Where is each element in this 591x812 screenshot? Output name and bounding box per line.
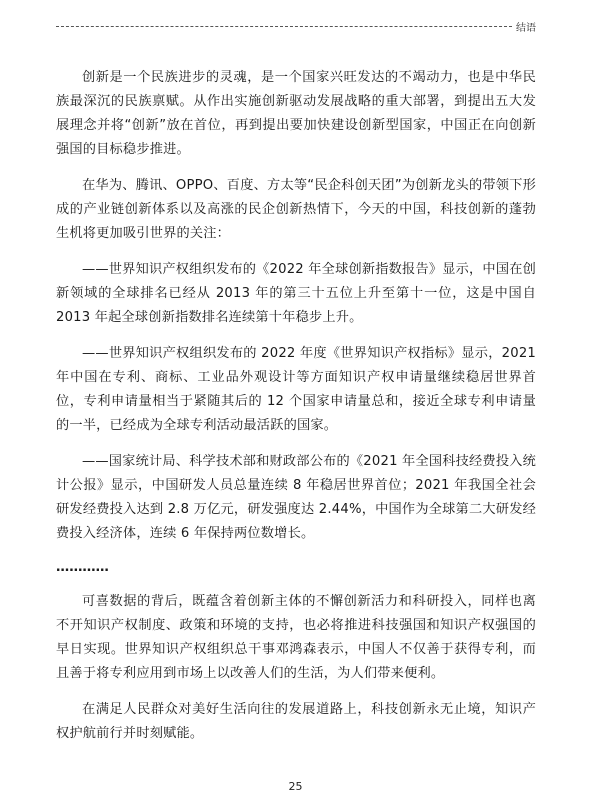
paragraph-ip-indicators: ——世界知识产权组织发布的 2022 年度《世界知识产权指标》显示，2021 年中国在专利、商标、工业品外观设计等方面知识产权申请量继续稳居世界首位，专利申请量相当于紧随其后的 12 个国家申请量总和，接近全球专利申请量的一半，已经成为全球专利活动最活跃的国家。	[56, 346, 536, 433]
paragraph-intro: 创新是一个民族进步的灵魂，是一个国家兴旺发达的不竭动力，也是中华民族最深沉的民族禀赋。从作出实施创新驱动发展战略的重大部署，到提出五大发展理念并将“创新”放在首位，再到提出要加快建设创新型国家，中国正在向创新强国的目标稳步推进。	[56, 70, 536, 157]
header-dashed-rule	[56, 26, 512, 27]
paragraph-private-enterprises: 在华为、腾讯、OPPO、百度、方太等“民企科创天团”为创新龙头的带领下形成的产业链创新体系以及高涨的民企创新热情下，今天的中国，科技创新的蓬勃生机将更加吸引世界的关注：	[56, 178, 536, 241]
paragraph-data-significance: 可喜数据的背后，既蕴含着创新主体的不懈创新活力和科研投入，同样也离不开知识产权制度、政策和环境的支持，也必将推进科技强国和知识产权强国的早日实现。世界知识产权组织总干事邓鸿森表示，中国人不仅善于获得专利，而且善于将专利应用到市场上以改善人们的生活，为人们带来便利。	[56, 594, 536, 681]
paragraph-global-innovation-index: ——世界知识产权组织发布的《2022 年全球创新指数报告》显示，中国在创新领域的全球排名已经从 2013 年的第三十五位上升至第十一位，这是中国自 2013 年起全球创新指数排名连续第十年稳步上升。	[56, 262, 536, 325]
page-header	[56, 16, 536, 36]
paragraph-rd-funding: ——国家统计局、科学技术部和财政部公布的《2021 年全国科技经费投入统计公报》显示，中国研发人员总量连续 8 年稳居世界首位；2021 年我国全社会研发经费投入达到 2.8 万亿元，研发强度达 2.44%，中国作为全球第二大研发经费投入经济体，连续 6 年保持两位数增长。	[56, 454, 536, 541]
page-number: 25	[288, 780, 303, 793]
paragraph-closing: 在满足人民群众对美好生活向往的发展道路上，科技创新永无止境，知识产权护航前行并时刻赋能。	[56, 702, 536, 741]
body-text	[56, 66, 536, 758]
ellipsis-separator: …………	[56, 560, 109, 575]
header-section-title: 结语	[516, 22, 536, 34]
